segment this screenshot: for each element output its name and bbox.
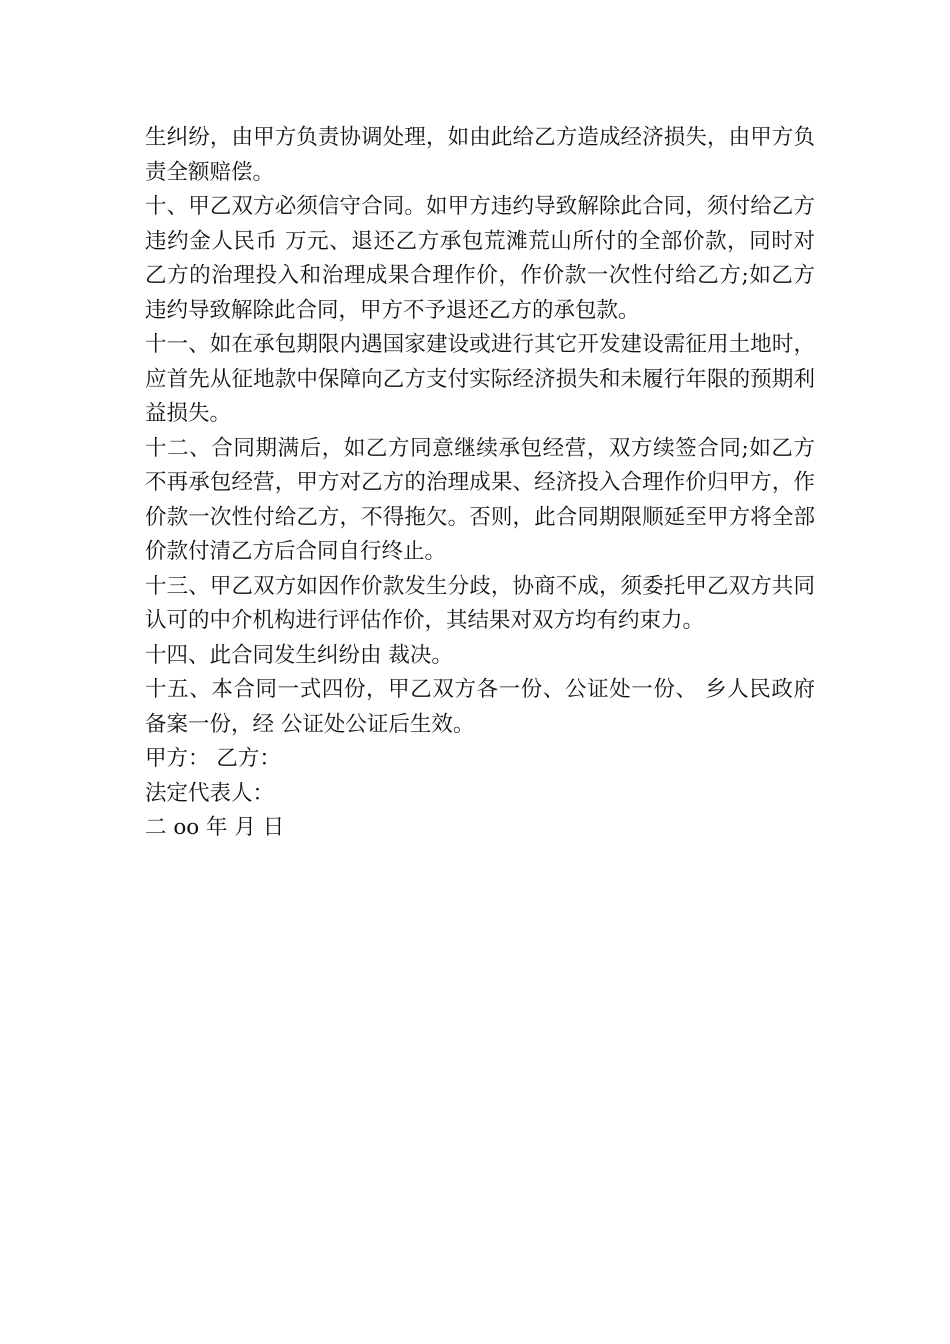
clause-12: 十二、合同期满后，如乙方同意继续承包经营，双方续签合同;如乙方不再承包经营，甲方对乙方的治理成果、经济投入合理作价归甲方，作价款一次性付给乙方，不得拖欠。否则，此合同期限顺延至甲方将全部价款付清乙方后合同自行终止。 [145, 435, 815, 564]
clause-continuation: 生纠纷，由甲方负责协调处理，如由此给乙方造成经济损失，由甲方负责全额赔偿。 [145, 125, 815, 185]
clause-10: 十、甲乙双方必须信守合同。如甲方违约导致解除此合同，须付给乙方违约金人民币 万元、退还乙方承包荒滩荒山所付的全部价款，同时对乙方的治理投入和治理成果合理作价，作价款一次性付给乙方;如乙方违约导致解除此合同，甲方不予退还乙方的承包款。 [145, 194, 815, 323]
clause-13: 十三、甲乙双方如因作价款发生分歧，协商不成，须委托甲乙双方共同认可的中介机构进行评估作价，其结果对双方均有约束力。 [145, 573, 815, 633]
signature-parties: 甲方： 乙方： [145, 746, 281, 771]
signature-date: 二 oo 年 月 日 [145, 815, 285, 840]
clause-11: 十一、如在承包期限内遇国家建设或进行其它开发建设需征用土地时，应首先从征地款中保障向乙方支付实际经济损失和未履行年限的预期利益损失。 [145, 332, 815, 426]
signature-representative: 法定代表人： [145, 780, 275, 806]
clause-15: 十五、本合同一式四份，甲乙双方各一份、公证处一份、 乡人民政府备案一份，经 公证处公证后生效。 [145, 677, 815, 737]
clause-14: 十四、此合同发生纠纷由 裁决。 [145, 642, 453, 668]
contract-body [145, 121, 815, 846]
